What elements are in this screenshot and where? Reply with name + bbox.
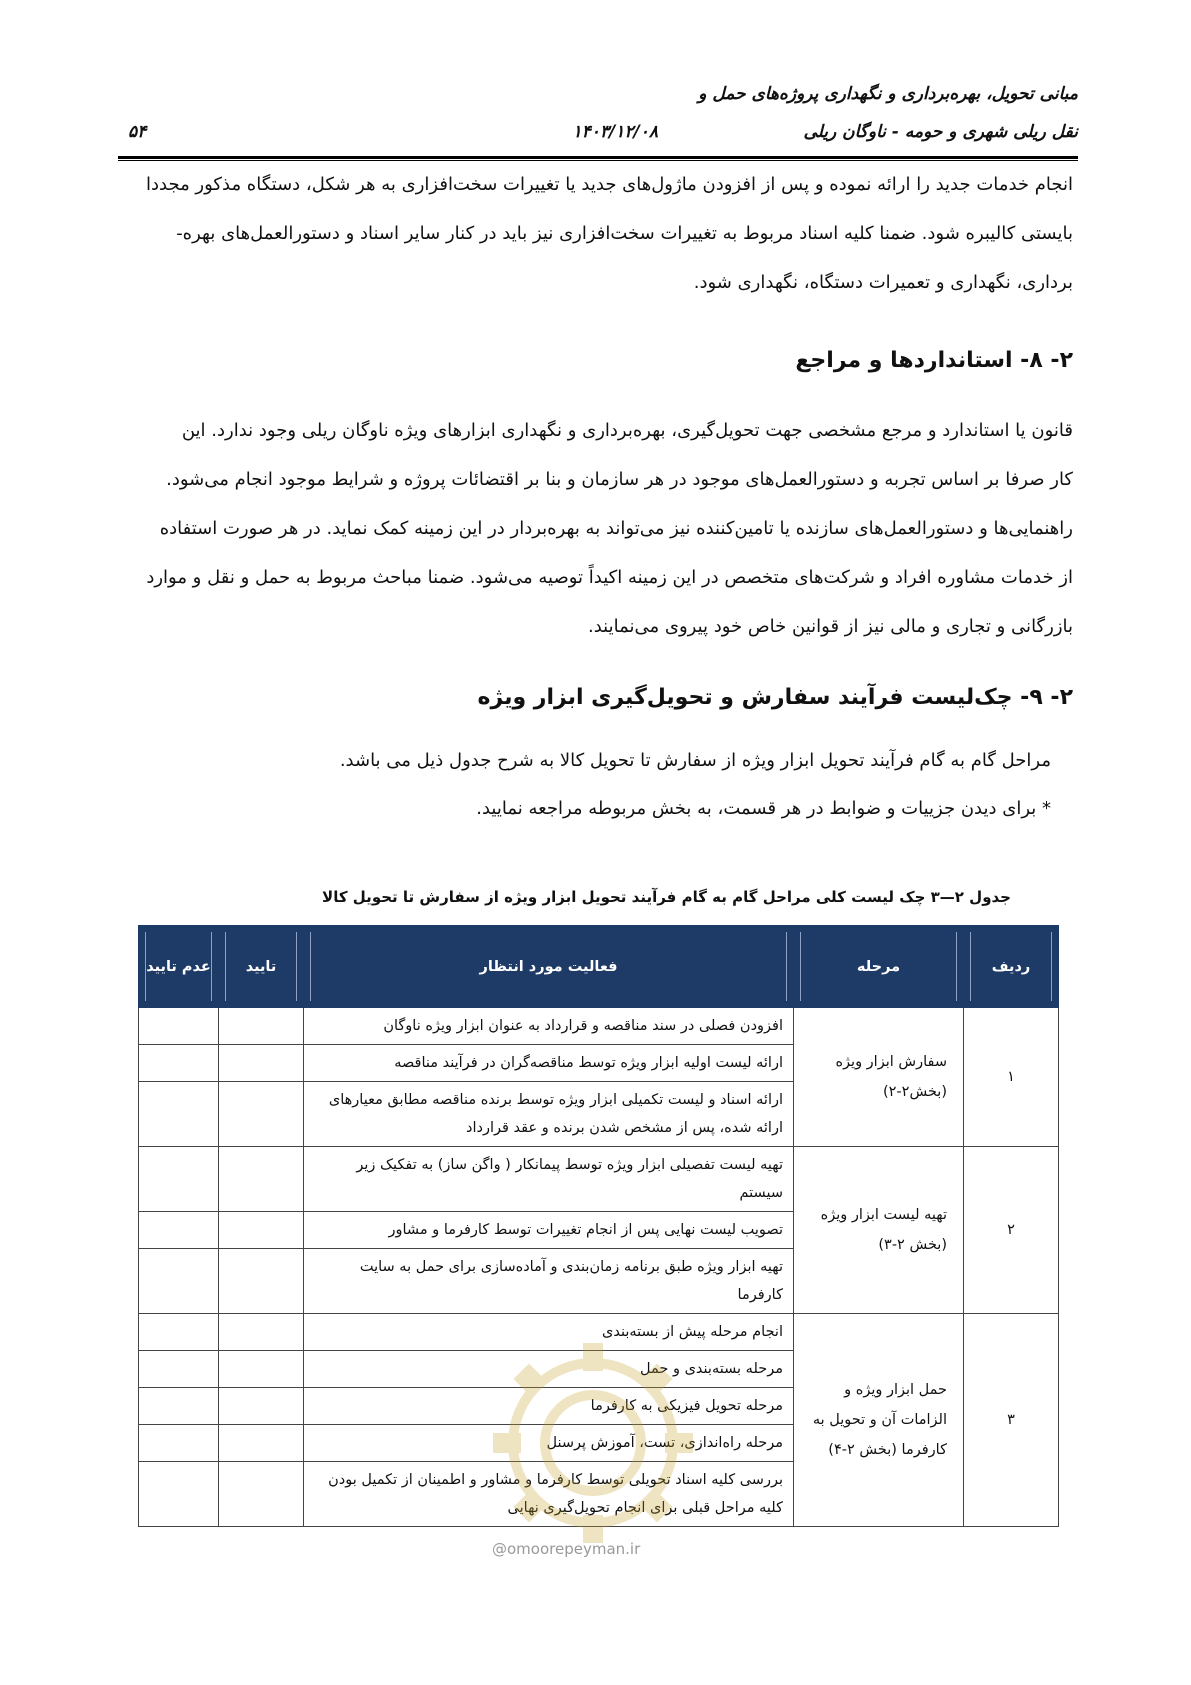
stage-cell: سفارش ابزار ویژه (بخش۲-۲) [794,1008,964,1147]
approve-cell[interactable] [219,1082,304,1147]
header-title-line2: نقل ریلی شهری و حومه - ناوگان ریلی [803,122,1078,142]
activity-cell: تهیه ابزار ویژه طبق برنامه زمان‌بندی و آماده‌سازی برای حمل به سایت کارفرما [304,1249,794,1314]
approve-cell[interactable] [219,1351,304,1388]
watermark-url: @omoorepeyman.ir [492,1540,641,1558]
activity-cell: ارائه اسناد و لیست تکمیلی ابزار ویژه توسط برنده مناقصه مطابق معیارهای ارائه شده، پس از مشخص شدن برنده و عقد قرارداد [304,1082,794,1147]
reject-cell[interactable] [139,1249,219,1314]
intro-line: بایستی کالیبره شود. ضمنا کلیه اسناد مربوط به تغییرات سخت‌افزاری نیز باید در کنار سایر اسناد و دستورالعمل‌های بهره- [176,223,1073,244]
activity-cell: انجام مرحله پیش از بسته‌بندی [304,1314,794,1351]
approve-cell[interactable] [219,1249,304,1314]
table-header-row [139,926,1059,1008]
stage-cell: تهیه لیست ابزار ویژه (بخش ۲-۳) [794,1147,964,1314]
approve-cell[interactable] [219,1462,304,1527]
approve-cell[interactable] [219,1147,304,1212]
section-9-line2: * برای دیدن جزییات و ضوابط در هر قسمت، به بخش مربوطه مراجعه نمایید. [476,798,1051,819]
col-header-stage: مرحله [794,926,964,1008]
approve-cell[interactable] [219,1388,304,1425]
col-header-reject: عدم تایید [139,926,219,1008]
intro-line: انجام خدمات جدید را ارائه نموده و پس از افزودن ماژول‌های جدید یا تغییرات سخت‌افزاری به هر شکل، دستگاه مذکور مجددا [145,174,1073,195]
activity-cell: مرحله راه‌اندازی، تست، آموزش پرسنل [304,1425,794,1462]
section-8-line: کار صرفا بر اساس تجربه و دستورالعمل‌های موجود در هر سازمان و بنا بر اقتضائات پروژه و شرایط موجود انجام می‌شود. [166,469,1073,490]
section-8-line: قانون یا استاندارد و مرجع مشخصی جهت تحویل‌گیری، بهره‌برداری و نگهداری ابزارهای ویژه ناوگان ریلی وجود ندارد. این [181,420,1073,441]
activity-cell: ارائه لیست اولیه ابزار ویژه توسط مناقصه‌گران در فرآیند مناقصه [304,1045,794,1082]
stage-cell: حمل ابزار ویژه و الزامات آن و تحویل به کارفرما (بخش ۲-۴) [794,1314,964,1527]
row-number: ۳ [964,1314,1059,1527]
table-row [139,1008,1059,1045]
reject-cell[interactable] [139,1314,219,1351]
approve-cell[interactable] [219,1314,304,1351]
section-8-line: راهنمایی‌ها و دستورالعمل‌های سازنده یا تامین‌کننده نیز می‌تواند به بهره‌بردار در این زمینه کمک نماید. در هر صورت استفاده [159,518,1073,539]
activity-cell: تهیه لیست تفصیلی ابزار ویژه توسط پیمانکار ( واگن ساز) به تفکیک زیر سیستم [304,1147,794,1212]
header-title-line1: مبانی تحویل، بهره‌برداری و نگهداری پروژه‌های حمل و [698,84,1078,104]
approve-cell[interactable] [219,1425,304,1462]
approve-cell[interactable] [219,1008,304,1045]
reject-cell[interactable] [139,1008,219,1045]
page-number: ۵۴ [128,122,147,142]
page-header [118,78,1078,158]
section-8-paragraph [105,406,1073,651]
activity-cell: افزودن فصلی در سند مناقصه و قرارداد به عنوان ابزار ویژه ناوگان [304,1008,794,1045]
section-8-line: بازرگانی و تجاری و مالی نیز از قوانین خاص خود پیروی می‌نمایند. [587,616,1073,637]
activity-cell: تصویب لیست نهایی پس از انجام تغییرات توسط کارفرما و مشاور [304,1212,794,1249]
reject-cell[interactable] [139,1147,219,1212]
reject-cell[interactable] [139,1425,219,1462]
intro-line: برداری، نگهداری و تعمیرات دستگاه، نگهداری شود. [693,272,1073,293]
reject-cell[interactable] [139,1045,219,1082]
reject-cell[interactable] [139,1351,219,1388]
reject-cell[interactable] [139,1462,219,1527]
table-row [139,1314,1059,1351]
section-9-line1: مراحل گام به گام فرآیند تحویل ابزار ویژه از سفارش تا تحویل کالا به شرح جدول ذیل می باشد. [339,750,1051,771]
checklist-table [138,925,1059,1527]
section-8-heading: ۲- ۸- استانداردها و مراجع [795,348,1073,373]
col-header-row: ردیف [964,926,1059,1008]
row-number: ۱ [964,1008,1059,1147]
reject-cell[interactable] [139,1388,219,1425]
header-date: ۱۴۰۳/۱۲/۰۸ [572,122,658,142]
table-caption: جدول ۲—۳ چک لیست کلی مراحل گام به گام فرآیند تحویل ابزار ویژه از سفارش تا تحویل کالا [322,888,1011,906]
reject-cell[interactable] [139,1082,219,1147]
section-8-line: از خدمات مشاوره افراد و شرکت‌های متخصص در این زمینه اکیداً توصیه می‌شود. ضمنا مباحث مربوط به حمل و نقل و موارد [146,567,1073,588]
activity-cell: مرحله بسته‌بندی و حمل [304,1351,794,1388]
col-header-activity: فعالیت مورد انتظار [304,926,794,1008]
approve-cell[interactable] [219,1045,304,1082]
col-header-approve: تایید [219,926,304,1008]
approve-cell[interactable] [219,1212,304,1249]
table-row [139,1147,1059,1212]
reject-cell[interactable] [139,1212,219,1249]
section-9-heading: ۲- ۹- چک‌لیست فرآیند سفارش و تحویل‌گیری ابزار ویژه [477,685,1073,710]
intro-paragraph [105,160,1073,307]
activity-cell: بررسی کلیه اسناد تحویلی توسط کارفرما و مشاور و اطمینان از تکمیل بودن کلیه مراحل قبلی برای انجام تحویل‌گیری نهایی [304,1462,794,1527]
row-number: ۲ [964,1147,1059,1314]
activity-cell: مرحله تحویل فیزیکی به کارفرما [304,1388,794,1425]
